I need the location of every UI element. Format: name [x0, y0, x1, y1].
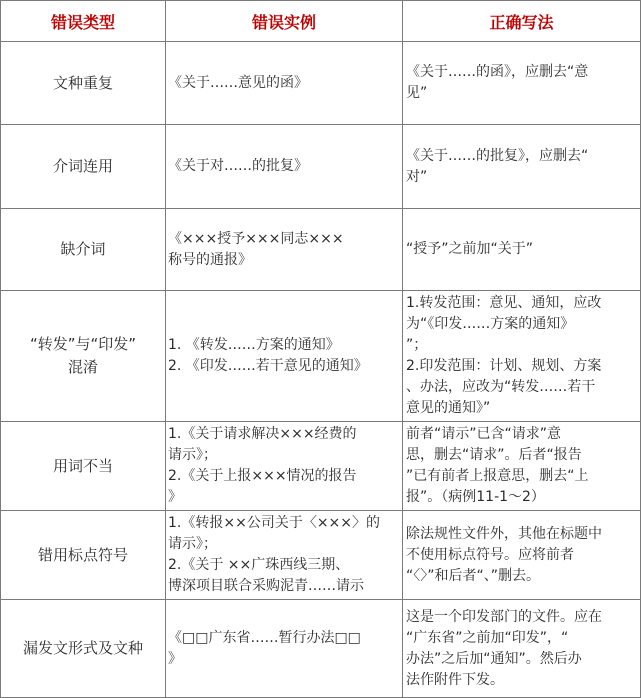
error-type-cell — [1, 422, 166, 511]
error-example-cell — [166, 600, 403, 698]
cell-line: ”； — [406, 337, 428, 353]
header-error-type: 错误类型 — [1, 1, 166, 42]
cell-line: 《×××授予×××同志××× — [168, 230, 344, 247]
cell-line: 《关于对……的批复》 — [168, 158, 308, 174]
cell-line: 2.《关于 ××广珠西线三期、 — [168, 557, 350, 573]
table-row — [1, 422, 641, 511]
error-type-cell — [1, 209, 166, 291]
cell-line: “转发”与“印发” — [29, 335, 137, 353]
table-row — [1, 291, 641, 422]
cell-line: 请示》； — [168, 447, 217, 463]
cell-line: 2.《关于上报×××情况的报告 — [168, 468, 357, 484]
cell-line: 思，删去“请求”。后者“报告 — [406, 447, 582, 463]
error-type-cell — [1, 125, 166, 209]
cell-line: 为“《印发……方案的通知》 — [406, 316, 575, 332]
header-row — [1, 1, 641, 42]
header-correct-form: 正确写法 — [403, 1, 641, 42]
cell-line: 》 — [168, 650, 182, 667]
table-row — [1, 42, 641, 125]
cell-line: 、办法，应改为“转发……若干 — [406, 379, 596, 395]
error-example-cell — [166, 422, 403, 511]
error-example-cell — [166, 511, 403, 600]
cell-line: 法作附件下发。 — [406, 671, 504, 688]
error-type-cell — [1, 600, 166, 698]
cell-line: 博深项目联合采购泥青……请示 — [168, 578, 364, 594]
cell-line: 办法”之后加“通知”。然后办 — [406, 650, 582, 667]
correct-form-cell — [403, 422, 641, 511]
cell-line: 2. 《印发……若干意见的通知》 — [168, 358, 368, 374]
header-error-example: 错误实例 — [166, 1, 403, 42]
cell-line: 《关于……的批复》，应删去“ — [406, 147, 589, 164]
error-example-cell — [166, 291, 403, 422]
correct-form-cell — [403, 291, 641, 422]
cell-line: “广东省”之前加“印发”，“ — [406, 629, 569, 646]
cell-line: 《□□广东省……暂行办法□□ — [168, 629, 361, 646]
cell-line: 1. 《转发……方案的通知》 — [168, 337, 340, 353]
cell-line: 意见的通知》” — [406, 400, 491, 416]
table-row — [1, 209, 641, 291]
cell-line: 文种重复 — [52, 73, 113, 92]
correct-form-cell — [403, 42, 641, 125]
cell-line: 漏发文形式及文种 — [22, 639, 143, 657]
cell-line: 《关于……意见的函》 — [168, 74, 308, 91]
error-type-cell — [1, 291, 166, 422]
cell-line: 混淆 — [67, 358, 98, 376]
cell-line: 1.《转报××公司关于〈×××〉的 — [168, 515, 381, 531]
cell-line: 称号的通报》 — [168, 251, 252, 268]
table-row — [1, 511, 641, 600]
error-example-cell — [166, 209, 403, 291]
cell-line: 请示》； — [168, 536, 217, 552]
cell-line: 1.转发范围：意见、通知，应改 — [406, 295, 602, 311]
cell-line: 除法规性文件外，其他在标题中 — [406, 525, 602, 542]
cell-line: “〈〉”和后者“、”删去。 — [406, 567, 541, 584]
table-row — [1, 600, 641, 698]
cell-line: 》 — [168, 489, 182, 505]
cell-line: 缺介词 — [60, 240, 106, 258]
error-example-cell — [166, 125, 403, 209]
cell-line: 报”。（病例11-1～2） — [406, 489, 545, 505]
error-type-cell — [1, 42, 166, 125]
cell-line: 对” — [406, 168, 428, 185]
cell-line: 《关于……的函》，应删去“意 — [406, 64, 589, 80]
correct-form-cell — [403, 125, 641, 209]
cell-line: 2.印发范围：计划、规划、方案 — [406, 358, 602, 374]
cell-line: ”已有前者上报意思，删去“上 — [406, 468, 589, 484]
error-example-cell — [166, 42, 403, 125]
cell-line: 不使用标点符号。应将前者 — [406, 546, 574, 563]
cell-line: 前者“请示”已含“请求”意 — [406, 426, 562, 442]
cell-line: 这是一个印发部门的文件。应在 — [406, 608, 602, 625]
correct-form-cell — [403, 600, 641, 698]
cell-line: 错用标点符号 — [37, 545, 128, 564]
correct-form-cell — [403, 209, 641, 291]
cell-line: 介词连用 — [52, 157, 113, 175]
table-row — [1, 125, 641, 209]
error-type-cell — [1, 511, 166, 600]
cell-line: 见” — [406, 85, 428, 101]
cell-line: 用词不当 — [52, 456, 113, 475]
cell-line: “授予”之前加“关于” — [406, 241, 534, 257]
correct-form-cell — [403, 511, 641, 600]
cell-line: 1.《关于请求解决×××经费的 — [168, 426, 357, 442]
